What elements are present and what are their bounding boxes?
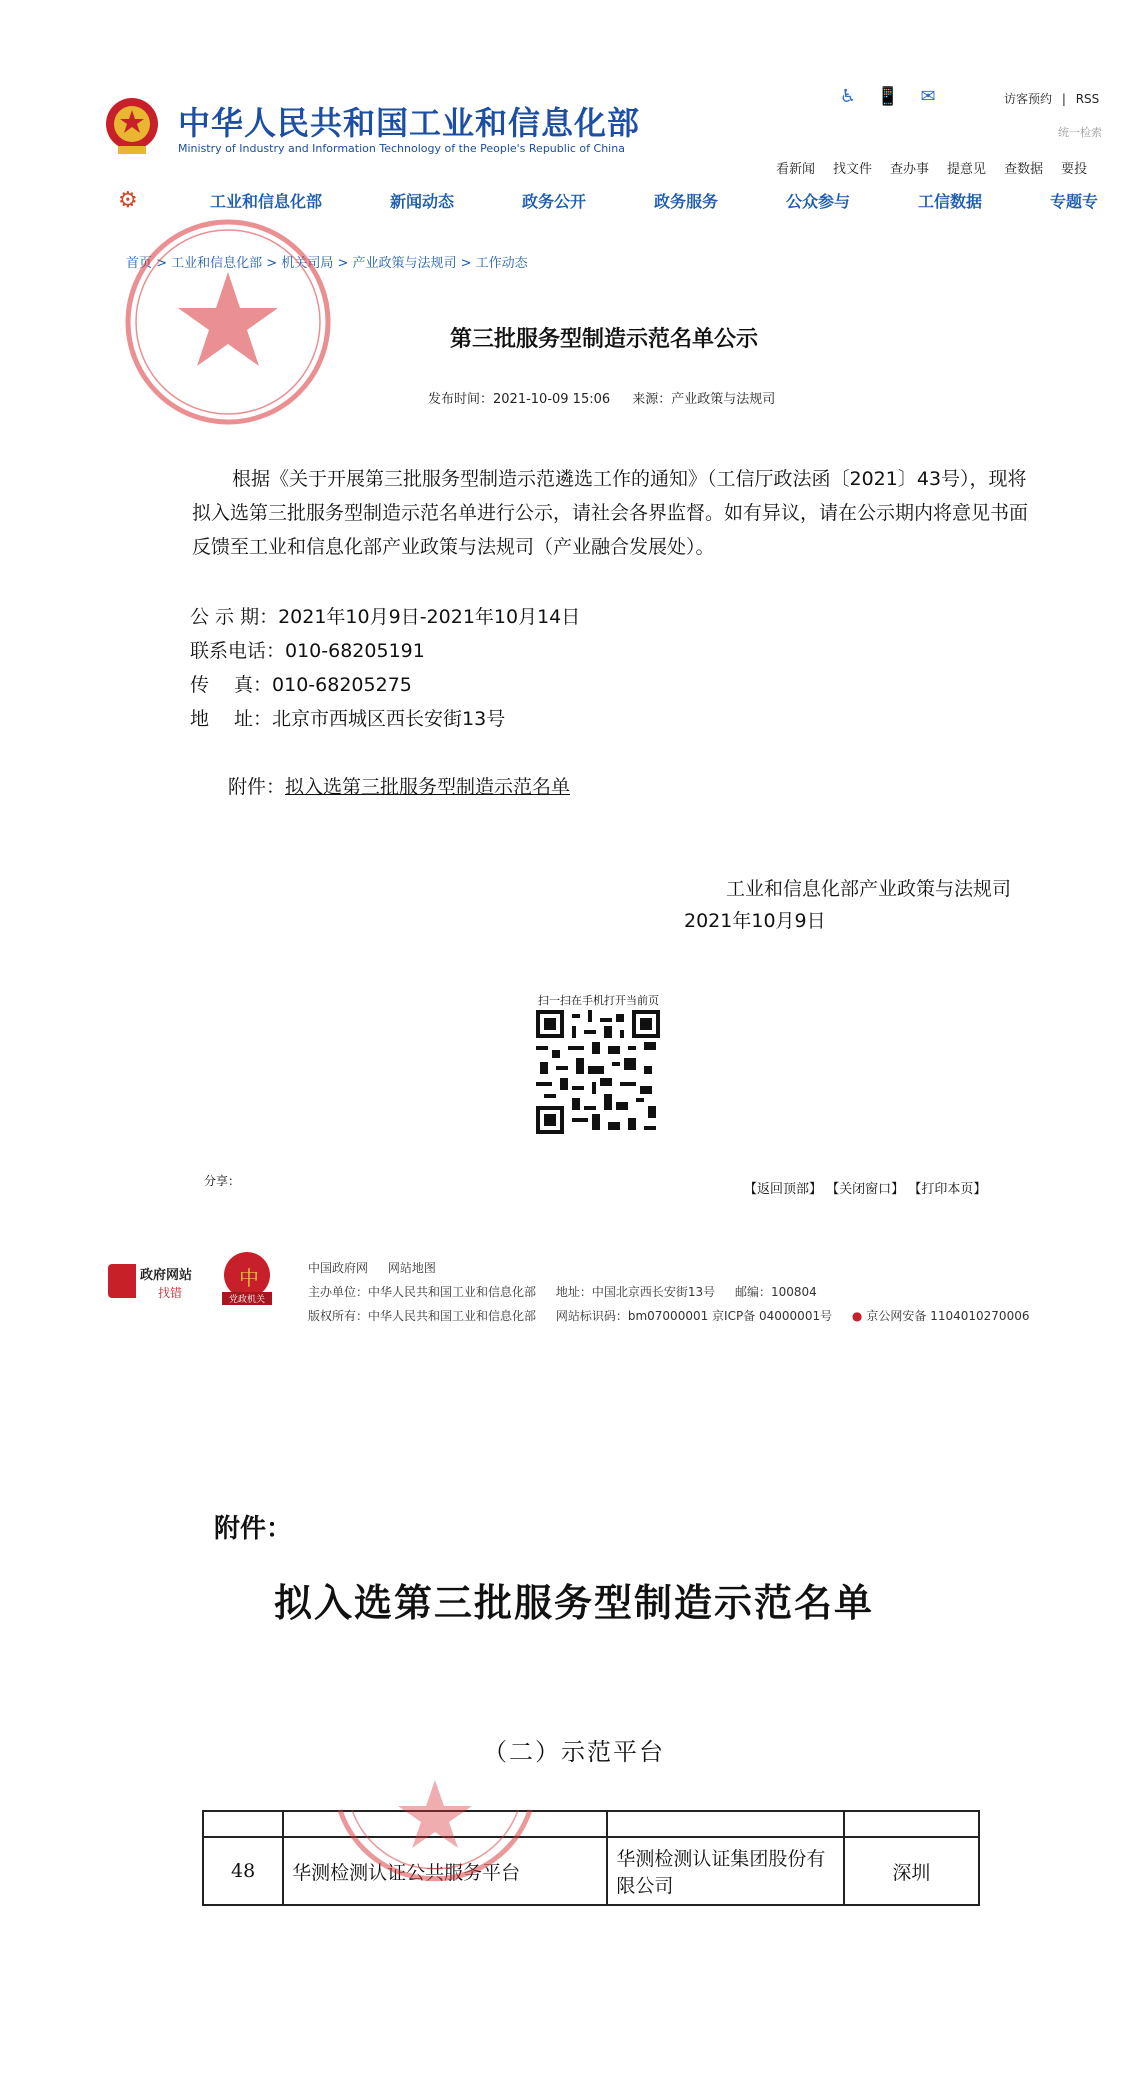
logo1-sub: 找错 — [158, 1286, 183, 1300]
nav-topics[interactable]: 专题专 — [1049, 191, 1098, 211]
contact-info — [190, 600, 580, 736]
nav-public-participation[interactable]: 公众参与 — [785, 191, 850, 211]
footer-gov-link[interactable]: 中国政府网 — [308, 1261, 369, 1275]
rss-link[interactable]: RSS — [1075, 92, 1100, 106]
quick-links — [776, 158, 1087, 177]
print-page-link[interactable]: 【打印本页】 — [908, 1182, 987, 1197]
footer-site-id: 网站标识码：bm07000001 京ICP备 04000001号 — [555, 1309, 833, 1323]
table-row-partial — [203, 1811, 979, 1837]
footer-info — [308, 1256, 1045, 1328]
article-source: 来源：产业政策与法规司 — [632, 392, 776, 407]
visit-links: 访客预约 | RSS — [1004, 92, 1100, 106]
close-window-link[interactable]: 【关闭窗口】 — [826, 1182, 905, 1197]
article-paragraph: 根据《关于开展第三批服务型制造示范遴选工作的通知》（工信厅政法函〔2021〕43号），现将拟入选第三批服务型制造示范名单进行公示，请社会各界监督。如有异议，请在公示期内将意见书面反馈至工业和信息化部产业政策与法规司（产业融合发展处）。 — [192, 468, 1029, 558]
signature-date: 2021年10月9日 — [684, 910, 826, 932]
demo-list-table — [202, 1810, 980, 1906]
contact-fax: 传 真：010-68205275 — [190, 674, 412, 696]
footer-copyright: 版权所有：中华人民共和国工业和信息化部 — [308, 1309, 537, 1323]
cell-no: 48 — [203, 1837, 283, 1905]
footer-sitemap-link[interactable]: 网站地图 — [387, 1261, 436, 1275]
logo2-text: 党政机关 — [222, 1292, 272, 1305]
quick-link-news[interactable]: 看新闻 — [776, 162, 816, 177]
share-label: 分享： — [204, 1174, 241, 1188]
back-to-top-link[interactable]: 【返回顶部】 — [744, 1182, 823, 1197]
attachment-heading: 附件： — [214, 1514, 293, 1544]
logo1-text: 政府网站 — [140, 1268, 193, 1283]
cell-organization: 华测检测认证集团股份有限公司 — [607, 1837, 843, 1905]
attachment-title: 拟入选第三批服务型制造示范名单 — [273, 1581, 874, 1625]
publish-time: 发布时间：2021-10-09 15:06 — [428, 392, 611, 407]
footer-address: 地址：中国北京西长安街13号 — [555, 1285, 716, 1299]
main-nav — [118, 188, 1098, 212]
official-seal-partial-icon — [330, 1780, 540, 1940]
article-meta — [428, 388, 793, 407]
visit-appointment-link[interactable]: 访客预约 — [1004, 92, 1053, 106]
party-gov-org-logo[interactable]: 中 党政机关 — [222, 1252, 272, 1308]
notice-period: 公 示 期：2021年10月9日-2021年10月14日 — [190, 606, 581, 628]
qr-code-icon — [536, 1010, 660, 1134]
attachment-label: 附件： — [228, 776, 286, 798]
nav-gov-services[interactable]: 政务服务 — [653, 191, 718, 211]
cell-city: 深圳 — [844, 1837, 979, 1905]
article-body — [192, 462, 1032, 564]
table-row — [203, 1837, 979, 1905]
section-title: （二）示范平台 — [483, 1738, 665, 1766]
quick-link-services[interactable]: 查办事 — [890, 162, 930, 177]
mobile-icon[interactable]: 📱 — [876, 85, 900, 107]
nav-news[interactable]: 新闻动态 — [389, 191, 454, 211]
article-title: 第三批服务型制造示范名单公示 — [449, 327, 758, 352]
police-badge-icon: ● — [851, 1309, 863, 1323]
signature: 工业和信息化部产业政策与法规司 — [726, 878, 1012, 900]
cell-platform-name: 华测检测认证公共服务平台 — [283, 1837, 607, 1905]
footer-postcode: 邮编：100804 — [734, 1285, 817, 1299]
search-input[interactable]: 统一检索 — [1058, 126, 1102, 139]
nav-data[interactable]: 工信数据 — [917, 191, 982, 211]
accessibility-toolbar — [836, 84, 940, 108]
gov-site-error-report-logo[interactable] — [108, 1260, 208, 1308]
footer-police-record[interactable]: 京公网安备 1104010270006 — [866, 1309, 1030, 1323]
national-emblem-icon — [104, 96, 160, 156]
breadcrumb[interactable]: 首页 > 工业和信息化部 > 机关司局 > 产业政策与法规司 > 工作动态 — [126, 256, 528, 271]
nav-ministry[interactable]: 工业和信息化部 — [209, 191, 322, 211]
quick-link-files[interactable]: 找文件 — [833, 162, 873, 177]
site-name-cn[interactable]: 中华人民共和国工业和信息化部 — [178, 104, 641, 142]
page-links — [744, 1178, 986, 1197]
nav-gov-affairs[interactable]: 政务公开 — [521, 191, 586, 211]
contact-address: 地 址：北京市西城区西长安街13号 — [190, 708, 506, 730]
quick-link-complaint[interactable]: 要投 — [1061, 162, 1088, 177]
attachment-line — [228, 772, 570, 799]
mail-icon[interactable]: ✉ — [920, 85, 936, 107]
gear-logo-icon: ⚙ — [118, 188, 138, 213]
footer-sponsor: 主办单位：中华人民共和国工业和信息化部 — [308, 1285, 537, 1299]
contact-phone: 联系电话：010-68205191 — [190, 640, 425, 662]
qr-label: 扫一扫在手机打开当前页 — [538, 994, 659, 1007]
attachment-link[interactable]: 拟入选第三批服务型制造示范名单 — [285, 776, 571, 798]
site-name-en: Ministry of Industry and Information Technology of the People's Republic of China — [178, 142, 625, 155]
accessibility-icon[interactable]: ♿ — [839, 85, 857, 107]
quick-link-data[interactable]: 查数据 — [1004, 162, 1044, 177]
quick-link-feedback[interactable]: 提意见 — [947, 162, 987, 177]
